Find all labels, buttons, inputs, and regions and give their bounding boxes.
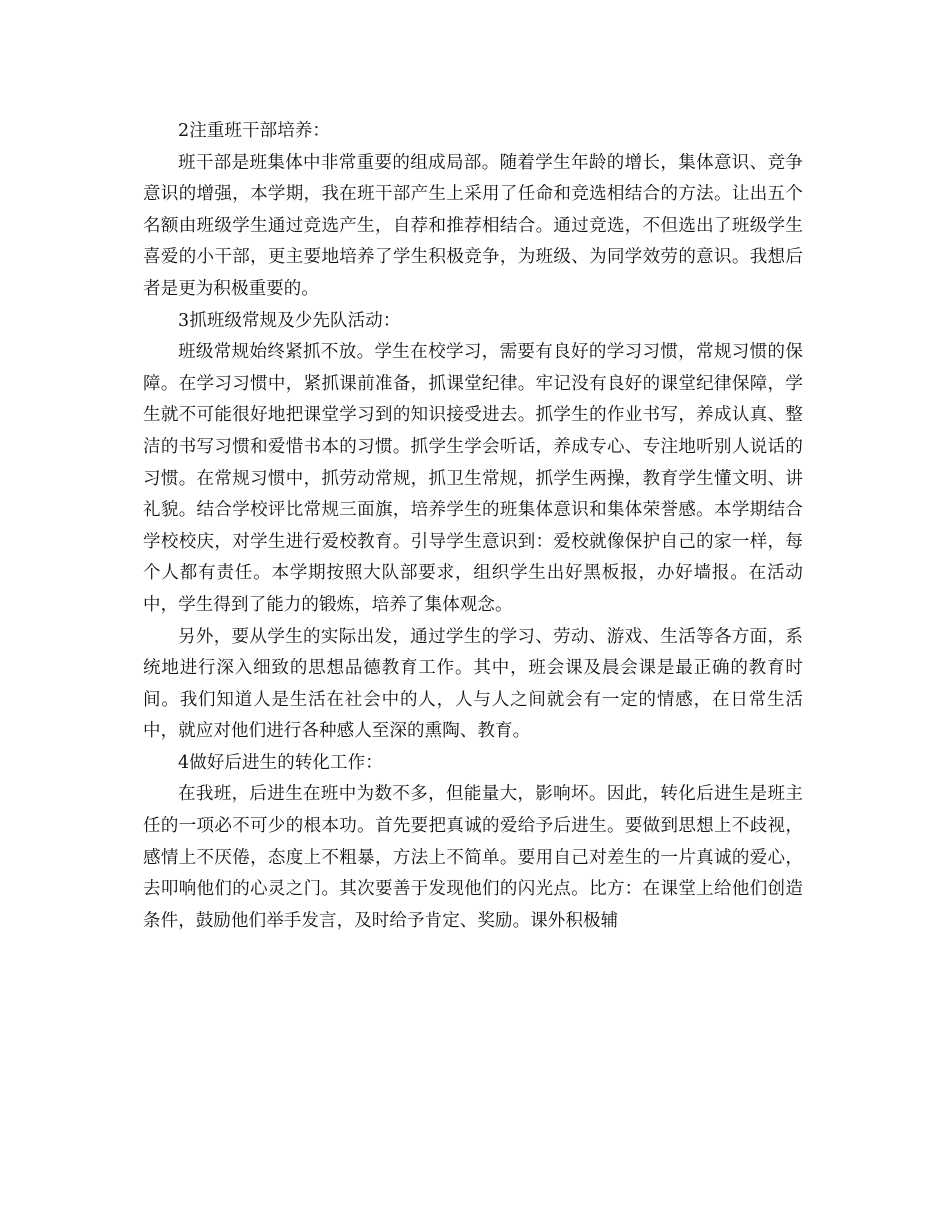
paragraph-class-routine: 班级常规始终紧抓不放。学生在校学习，需要有良好的学习习惯，常规习惯的保障。在学习习惯中，紧抓课前准备，抓课堂纪律。牢记没有良好的课堂纪律保障，学生就不可能很好地把课堂学习到的知识接受进去。抓学生的作业书写，养成认真、整洁的书写习惯和爱惜书本的习惯。抓学生学会听话，养成专心、专注地听别人说话的习惯。在常规习惯中，抓劳动常规，抓卫生常规，抓学生两操，教育学生懂文明、讲礼貌。结合学校评比常规三面旗，培养学生的班集体意识和集体荣誉感。本学期结合学校校庆，对学生进行爱校教育。引导学生意识到：爱校就像保护自己的家一样，每个人都有责任。本学期按照大队部要求，组织学生出好黑板报，办好墙报。在活动中，学生得到了能力的锻炼，培养了集体观念。 [143,342,803,615]
section-heading-3: 3抓班级常规及少先队活动： [178,310,401,331]
paragraph-moral-education: 另外，要从学生的实际出发，通过学生的学习、劳动、游戏、生活等各方面，系统地进行深入细致的思想品德教育工作。其中，班会课及晨会课是最正确的教育时间。我们知道人是生活在社会中的人，人与人之间就会有一定的情感，在日常生活中，就应对他们进行各种感人至深的熏陶、教育。 [143,626,803,742]
section-heading-2: 2注重班干部培养： [178,121,331,141]
paragraph-underachievers: 在我班，后进生在班中为数不多，但能量大，影响坏。因此，转化后进生是班主任的一项必不可少的根本功。首先要把真诚的爱给予后进生。要做到思想上不歧视，感情上不厌倦，态度上不粗暴，方法上不简单。要用自己对差生的一片真诚的爱心，去叩响他们的心灵之门。其次要善于发现他们的闪光点。比方：在课堂上给他们创造条件，鼓励他们举手发言，及时给予肯定、奖励。课外积极辅 [143,784,803,931]
document-page [143,116,803,937]
section-heading-4: 4做好后进生的转化工作： [178,752,383,773]
paragraph-class-cadres: 班干部是班集体中非常重要的组成局部。随着学生年龄的增长，集体意识、竞争意识的增强，本学期，我在班干部产生上采用了任命和竞选相结合的方法。让出五个名额由班级学生通过竞选产生，自荐和推荐相结合。通过竞选，不但选出了班级学生喜爱的小干部，更主要地培养了学生积极竞争，为班级、为同学效劳的意识。我想后者是更为积极重要的。 [143,152,803,299]
